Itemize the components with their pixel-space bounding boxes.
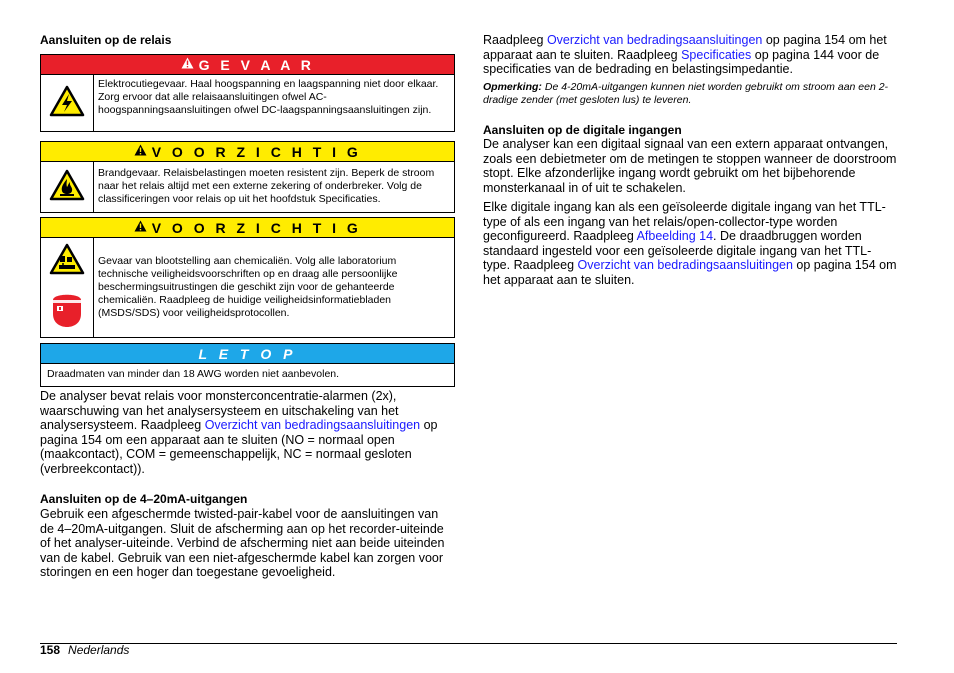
figure-link[interactable]: Afbeelding 14 <box>636 229 714 244</box>
footer-language: Nederlands <box>68 643 130 657</box>
wiring-overview-link[interactable]: Overzicht van bedradingsaansluitingen <box>577 258 793 273</box>
notice-text: Draadmaten van minder dan 18 AWG worden niet aanbevolen. <box>47 368 340 380</box>
caution-text: Gevaar van blootstelling aan chemicaliën. Volg alle laboratorium technische veiligheidsvoorschriften op en draag alle persoonlijke beschermingsuitrustingen die geschikt zijn voor de gehanteerde chemicaliën. Raadpleeg de huidige veiligheidsinformatiebladen (MSDS/SDS) voor veiligheidsprotocollen. <box>98 254 398 319</box>
fire-hazard-icon <box>49 169 85 206</box>
danger-header <box>41 55 454 75</box>
caution-header <box>41 142 454 162</box>
danger-icon-cell <box>41 75 94 131</box>
ma-reference-paragraph: Raadpleeg Overzicht van bedradingsaansluitingen op pagina 154 om het apparaat aan te sluiten. Raadpleeg Specificaties op pagina 144 voor de specificaties van de bedrading en belastingsimpedantie. <box>483 33 887 77</box>
notice-title: L E T O P <box>198 345 297 362</box>
digital-inputs-heading: Aansluiten op de digitale ingangen <box>483 123 682 137</box>
page-footer <box>40 643 129 657</box>
warning-triangle-icon <box>181 57 194 72</box>
caution-text: Brandgevaar. Relaisbelastingen moeten resistent zijn. Beperk de stroom naar het relais altijd met een externe zekering of onderbreker. Volg de classificeringen voor relais op uit het hoofdstuk Specificaties. <box>98 167 435 205</box>
caution-title: V O O R Z I C H T I G <box>151 219 362 236</box>
relay-paragraph: De analyser bevat relais voor monsterconcentratie-alarmen (2x), waarschuwing van het analysersysteem en uitschakeling van het analysersysteem. Raadpleeg Overzicht van bedradingsaansluitingen op pagina 154 om een apparaat aan te sluiten (NO = normaal open (maakcontact), COM = gemeenschappelijk, NC = normaal gesloten (verbreekcontact)). <box>40 389 438 476</box>
notice-box <box>40 343 455 387</box>
caution-icon-cell <box>41 162 94 212</box>
note-paragraph: Opmerking: De 4-20mA-uitgangen kunnen niet worden gebruikt om stroom aan een 2-dradige zender (met gesloten lus) te leveren. <box>483 81 889 106</box>
digital-config-paragraph: Elke digitale ingang kan als een geïsoleerde digitale ingang van het TTL-type of als een ingang van het relais/open-collector-type worden geconfigureerd. Raadpleeg Afbeelding 14. De draadbruggen worden standaard ingesteld voor een geïsoleerde digitale ingang van het TTL-type. Raadpleeg Overzicht van bedradingsaansluitingen op pagina 154 om het apparaat aan te sluiten. <box>483 200 897 287</box>
caution-icon-cell <box>41 238 94 337</box>
relay-heading: Aansluiten op de relais <box>40 33 172 47</box>
wiring-overview-link[interactable]: Overzicht van bedradingsaansluitingen <box>204 418 421 433</box>
warning-triangle-icon <box>134 220 147 235</box>
wiring-overview-link[interactable]: Overzicht van bedradingsaansluitingen <box>546 33 763 47</box>
digital-inputs-paragraph: De analyser kan een digitaal signaal van een extern apparaat ontvangen, zoals een debietmeter om de metingen te stoppen wanneer de doorstroom stopt. Elke afzonderlijke ingang wordt gebruikt om het bijbehorende monsterkanaal in of uit te schakelen. <box>483 137 897 195</box>
danger-text: Elektrocutiegevaar. Haal hoogspanning en laagspanning niet door elkaar. Zorg ervoor dat alle relaisaansluitingen ofwel AC-hoogspanningsaansluitingen ofwel DC-laagspanningsaansluitingen zijn. <box>98 78 439 116</box>
caution-fire-box <box>40 141 455 213</box>
danger-box <box>40 54 455 132</box>
chemical-hazard-icon <box>49 243 85 280</box>
footer-rule <box>40 643 897 644</box>
ma-outputs-heading: Aansluiten op de 4–20mA-uitgangen <box>40 492 248 506</box>
page-number: 158 <box>40 643 61 657</box>
ma-outputs-paragraph: Gebruik een afgeschermde twisted-pair-kabel voor de aansluitingen van de 4–20mA-uitgangen. Sluit de afscherming aan op het recorder-uiteinde of het analyser-uiteinde. Verbind de afscherming niet aan beide uiteinden van de kabel. Gebruik van een niet-afgeschermde kabel kan zorgen voor storingen en een hoger dan toegestane gevoeligheid. <box>40 507 445 580</box>
face-shield-icon <box>50 290 84 333</box>
electrical-hazard-icon <box>49 85 85 122</box>
specifications-link[interactable]: Specificaties <box>681 47 752 62</box>
caution-title: V O O R Z I C H T I G <box>151 143 362 160</box>
warning-triangle-icon <box>134 144 147 159</box>
caution-header <box>41 218 454 238</box>
caution-chemical-box <box>40 217 455 338</box>
danger-title: G E V A A R <box>198 56 315 73</box>
notice-header <box>41 344 454 364</box>
